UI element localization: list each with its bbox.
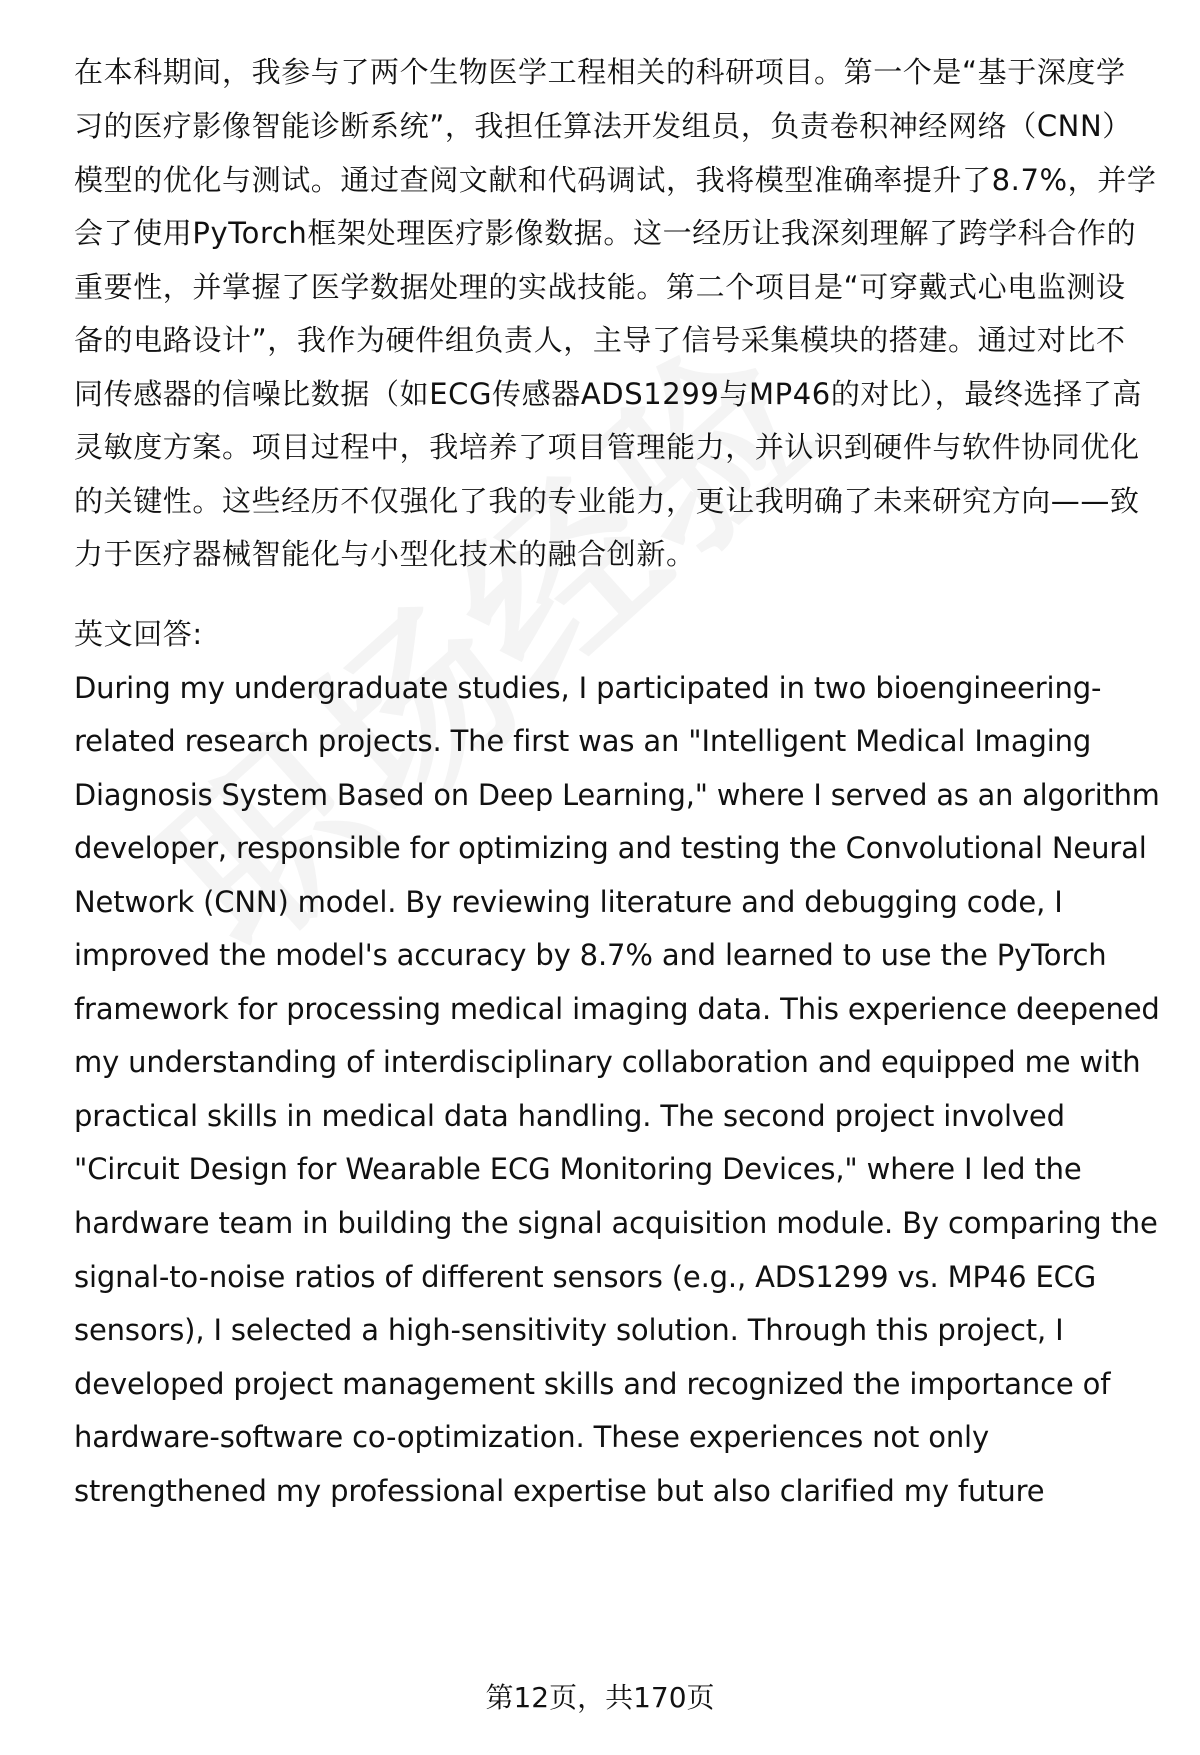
paragraph-line: framework for processing medical imaging data. This experience deepened (74, 992, 1160, 1026)
paragraph-line: 的关键性。这些经历不仅强化了我的专业能力，更让我明确了未来研究方向——致 (74, 484, 1140, 518)
paragraph-line: During my undergraduate studies, I participated in two bioengineering- (74, 671, 1102, 705)
paragraph-line: strengthened my professional expertise but also clarified my future (74, 1474, 1045, 1508)
paragraph-line: 习的医疗影像智能诊断系统”，我担任算法开发组员，负责卷积神经网络（CNN） (74, 109, 1132, 143)
paragraph-line: sensors), I selected a high-sensitivity solution. Through this project, I (74, 1313, 1064, 1347)
paragraph-line: 重要性，并掌握了医学数据处理的实战技能。第二个项目是“可穿戴式心电监测设 (74, 270, 1126, 304)
paragraph-line: 在本科期间，我参与了两个生物医学工程相关的科研项目。第一个是“基于深度学 (74, 55, 1126, 89)
paragraph-line: 备的电路设计”，我作为硬件组负责人，主导了信号采集模块的搭建。通过对比不 (74, 323, 1126, 357)
paragraph-line: 灵敏度方案。项目过程中，我培养了项目管理能力，并认识到硬件与软件协同优化 (74, 430, 1140, 464)
page-number: 第12页，共170页 (485, 1681, 715, 1714)
paragraph-line: Network (CNN) model. By reviewing literature and debugging code, I (74, 885, 1063, 919)
paragraph-line: 力于医疗器械智能化与小型化技术的融合创新。 (74, 537, 696, 571)
paragraph-line: hardware team in building the signal acquisition module. By comparing the (74, 1206, 1158, 1240)
paragraph-line: signal-to-noise ratios of different sensors (e.g., ADS1299 vs. MP46 ECG (74, 1260, 1097, 1294)
paragraph-line: 同传感器的信噪比数据（如ECG传感器ADS1299与MP46的对比），最终选择了高 (74, 377, 1142, 411)
paragraph-line: Diagnosis System Based on Deep Learning," where I served as an algorithm (74, 778, 1160, 812)
english-answer-heading: 英文回答: (74, 617, 203, 651)
paragraph-line: hardware-software co-optimization. These experiences not only (74, 1420, 989, 1454)
paragraph-line: 模型的优化与测试。通过查阅文献和代码调试，我将模型准确率提升了8.7%，并学 (74, 163, 1157, 197)
paragraph-line: practical skills in medical data handling. The second project involved (74, 1099, 1065, 1133)
paragraph-line: related research projects. The first was an "Intelligent Medical Imaging (74, 724, 1092, 758)
paragraph-line: improved the model's accuracy by 8.7% and learned to use the PyTorch (74, 938, 1107, 972)
paragraph-line: developed project management skills and recognized the importance of (74, 1367, 1111, 1401)
paragraph-line: "Circuit Design for Wearable ECG Monitoring Devices," where I led the (74, 1152, 1082, 1186)
paragraph-line: 会了使用PyTorch框架处理医疗影像数据。这一经历让我深刻理解了跨学科合作的 (74, 216, 1137, 250)
paragraph-line: my understanding of interdisciplinary collaboration and equipped me with (74, 1045, 1141, 1079)
paragraph-line: developer, responsible for optimizing and testing the Convolutional Neural (74, 831, 1147, 865)
